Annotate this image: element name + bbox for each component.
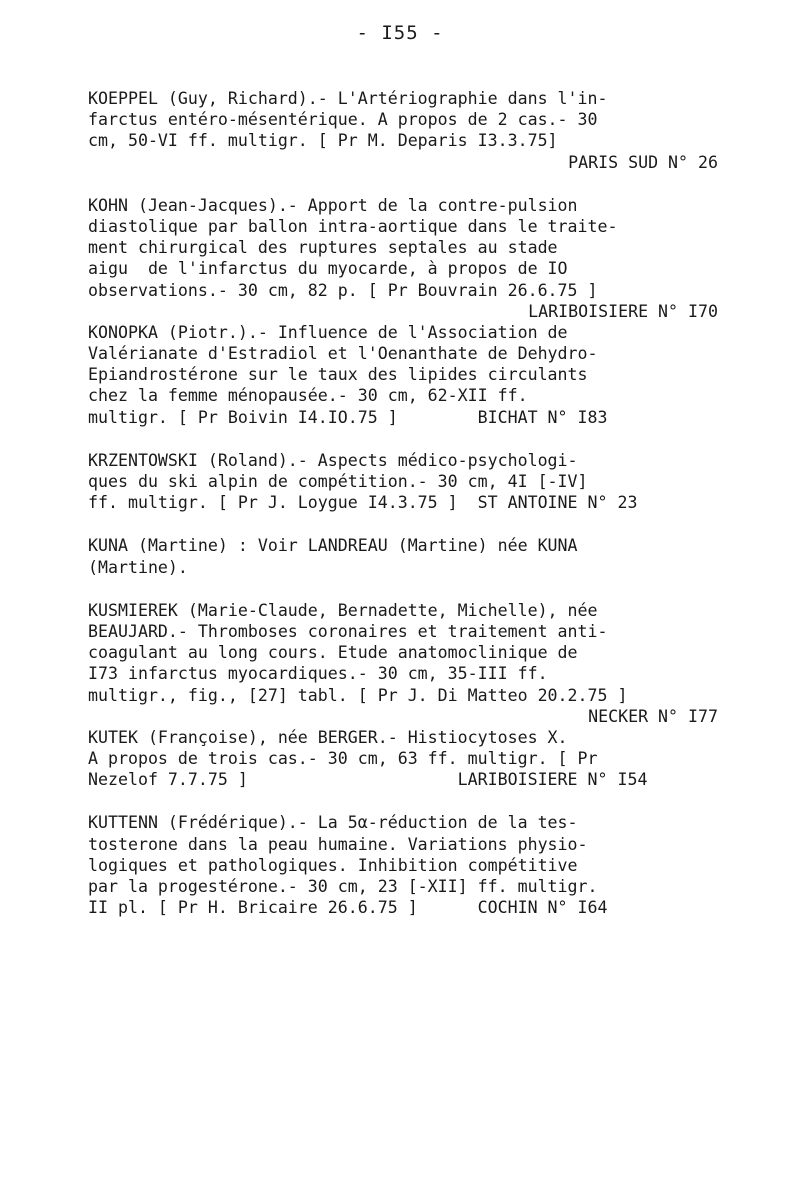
entry-line: par la progestérone.- 30 cm, 23 [-XII] ff. multigr.: [88, 877, 598, 896]
entry-line: KONOPKA (Piotr.).- Influence de l'Association de: [88, 322, 568, 342]
entry-line: (Martine).: [88, 557, 188, 577]
entry-kohn: [88, 195, 718, 322]
entry-kusmierek: [88, 600, 718, 727]
entry-krzentowski: [88, 450, 718, 514]
entry-line: farctus entéro-mésentérique. A propos de 2 cas.- 30: [88, 110, 598, 130]
entry-kutek: [88, 727, 718, 791]
entry-line: diastolique par ballon intra-aortique dans le traite-: [88, 216, 618, 236]
entry-line: BEAUJARD.- Thromboses coronaires et traitement anti-: [88, 621, 608, 641]
entry-location: LARIBOISIERE N° I70: [528, 301, 718, 321]
entry-line: KRZENTOWSKI (Roland).- Aspects médico-psychologi-: [88, 450, 578, 470]
entry-line: ques du ski alpin de compétition.- 30 cm, 4I [-IV]: [88, 472, 588, 491]
entry-line: logiques et pathologiques. Inhibition compétitive: [88, 855, 578, 875]
entry-line: tosterone dans la peau humaine. Variations physio-: [88, 834, 588, 854]
entry-line: Valérianate d'Estradiol et l'Oenanthate de Dehydro-: [88, 344, 598, 364]
entry-line: A propos de trois cas.- 30 cm, 63 ff. multigr. [ Pr: [88, 749, 598, 769]
entry-line: I73 infarctus myocardiques.- 30 cm, 35-III ff.: [88, 664, 548, 684]
entry-line: observations.- 30 cm, 82 p. [ Pr Bouvrain 26.6.75 ]: [88, 280, 598, 300]
entry-line: KUSMIEREK (Marie-Claude, Bernadette, Michelle), née: [88, 600, 598, 620]
entry-line: multigr. [ Pr Boivin I4.IO.75 ] BICHAT N° I83: [88, 407, 608, 427]
entry-line: chez la femme ménopausée.- 30 cm, 62-XII ff.: [88, 386, 528, 406]
entry-line: aigu de l'infarctus du myocarde, à propos de IO: [88, 259, 568, 279]
entry-konopka: [88, 322, 718, 428]
entry-line: KOHN (Jean-Jacques).- Apport de la contre-pulsion: [88, 195, 578, 215]
entry-line: Nezelof 7.7.75 ] LARIBOISIERE N° I54: [88, 770, 648, 790]
entry-kuna: [88, 535, 718, 577]
entry-line: Epiandrostérone sur le taux des lipides circulants: [88, 365, 588, 385]
entry-line: cm, 50-VI ff. multigr. [ Pr M. Deparis I3.3.75]: [88, 131, 558, 151]
entry-line: KOEPPEL (Guy, Richard).- L'Artériographie dans l'in-: [88, 89, 608, 108]
entry-line: KUTTENN (Frédérique).- La 5α-réduction de la tes-: [88, 813, 578, 833]
entries-list: [88, 88, 718, 918]
entry-line: KUTEK (Françoise), née BERGER.- Histiocytoses X.: [88, 727, 568, 747]
entry-line: ment chirurgical des ruptures septales au stade: [88, 238, 558, 258]
entry-location: PARIS SUD N° 26: [568, 152, 718, 172]
page-number: - I55 -: [356, 22, 444, 44]
entry-line: ff. multigr. [ Pr J. Loygue I4.3.75 ] ST ANTOINE N° 23: [88, 493, 638, 513]
entry-kuttenn: [88, 812, 718, 918]
entry-line: KUNA (Martine) : Voir LANDREAU (Martine) née KUNA: [88, 536, 578, 556]
entry-koeppel: [88, 88, 718, 173]
entry-line: II pl. [ Pr H. Bricaire 26.6.75 ] COCHIN N° I64: [88, 898, 608, 918]
entry-location: NECKER N° I77: [588, 706, 718, 726]
entry-line: multigr., fig., [27] tabl. [ Pr J. Di Matteo 20.2.75 ]: [88, 685, 628, 705]
entry-line: coagulant au long cours. Etude anatomoclinique de: [88, 643, 578, 663]
